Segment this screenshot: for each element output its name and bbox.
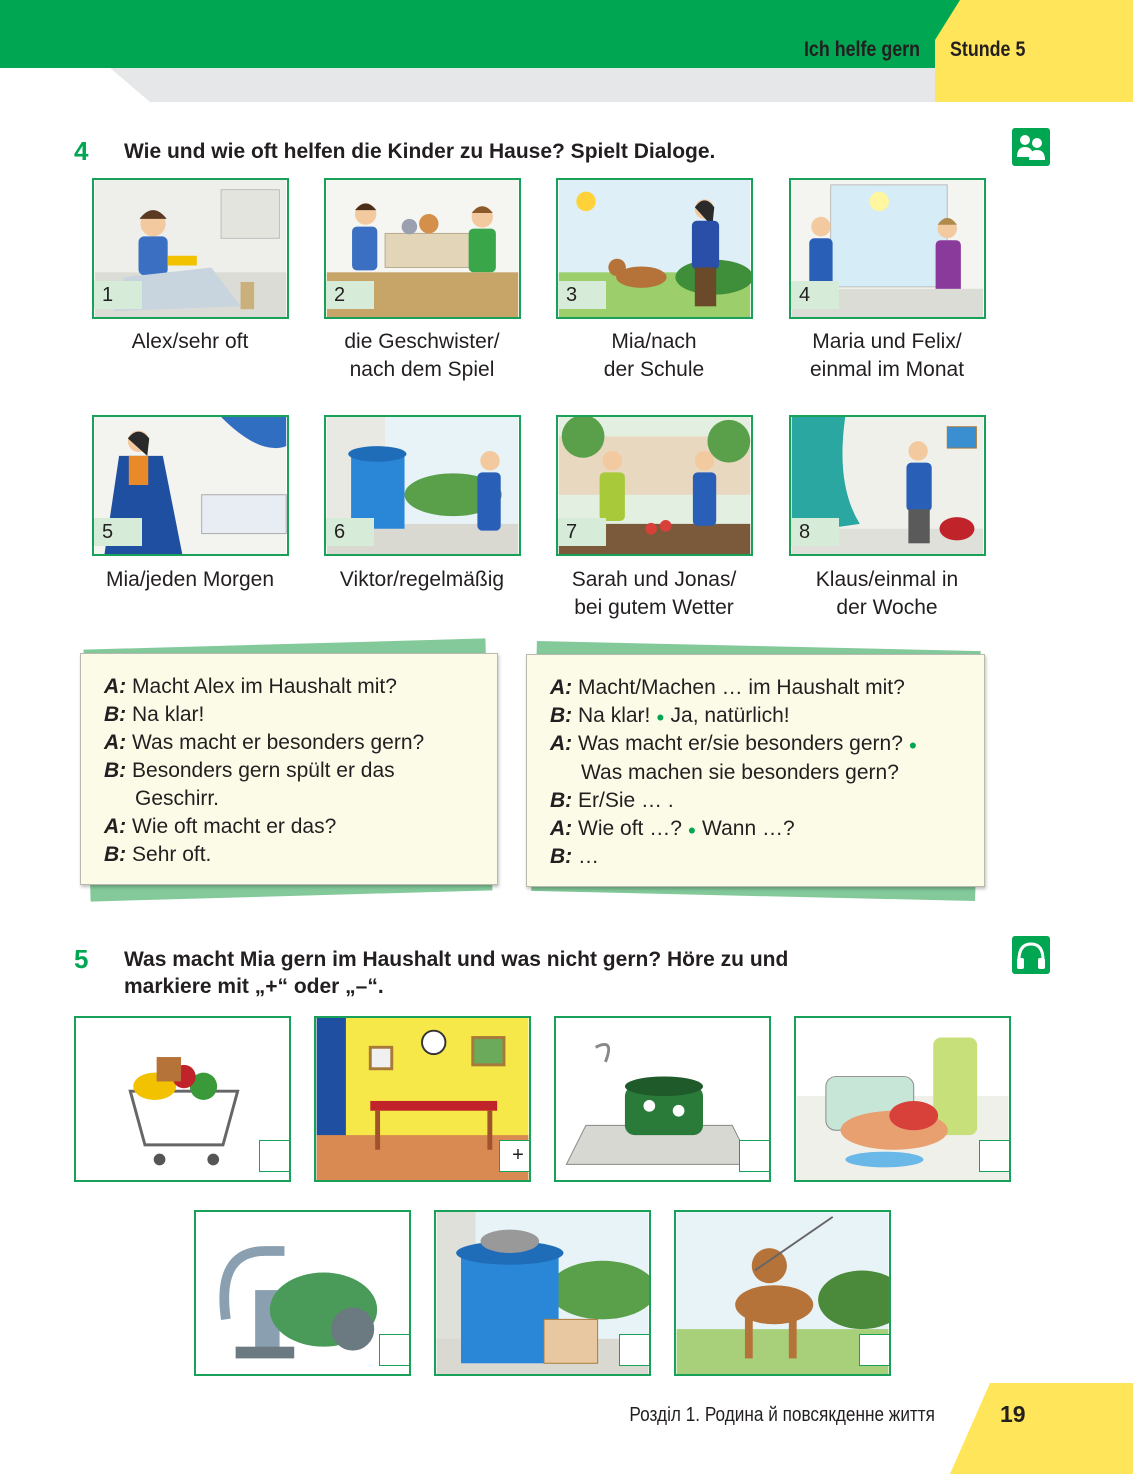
dialog-line: A: Macht Alex im Haushalt mit? [104,675,397,698]
picture-card-1 [92,178,289,319]
card-number: 3 [558,281,606,309]
card-caption: Sarah und Jonas/ bei gutem Wetter [571,568,737,619]
picture-trash [434,1210,651,1376]
picture-cooking [554,1016,771,1182]
card-caption: Maria und Felix/ einmal im Monat [809,330,965,381]
picture-dog-walk [674,1210,891,1376]
dialog-line: Geschirr. [135,787,220,810]
headphones-icon [1012,936,1050,974]
bullet-dot: ● [908,736,918,753]
footer-page-tab [950,1383,1133,1474]
card-number: 4 [791,281,839,309]
dialog-line: B: … [550,845,600,869]
card-caption: Klaus/einmal in der Woche [815,568,959,619]
picture-vacuum [194,1210,411,1376]
card-caption: Mia/jeden Morgen [105,568,275,591]
header-shadow-strip [0,68,960,102]
dialog-lines [104,673,424,869]
answer-checkbox[interactable] [739,1140,771,1172]
picture-card-8 [789,415,986,556]
lesson-label: Stunde 5 [950,38,1026,61]
card-number: 6 [326,518,374,546]
answer-checkbox[interactable]: + [499,1140,531,1172]
dialog-line: B: Er/Sie … . [550,788,674,812]
card-number: 7 [558,518,606,546]
footer-chapter: Розділ 1. Родина й повсякденне життя [629,1404,935,1426]
dialog-line: B: Na klar! [104,703,205,726]
bullet-dot: ● [687,821,697,838]
task-number: 5 [74,944,89,974]
dialog-line: A: Was macht er/sie besonders gern? ● [550,732,918,756]
page-number: 19 [1000,1401,1026,1427]
bullet-dot: ● [656,708,665,725]
picture-dishes [794,1016,1011,1182]
task-instruction: Was macht Mia gern im Haushalt und was nicht gern? Höre zu und markiere mit „+“ oder „–“. [124,948,789,998]
dialog-line: A: Macht/Machen … im Haushalt mit? [550,676,905,699]
dialog-lines [550,674,917,871]
card-caption: die Geschwister/ nach dem Spiel [344,330,500,381]
picture-table-setting [314,1016,531,1182]
card-caption: Alex/sehr oft [131,330,249,353]
dialog-box-example [80,653,498,885]
dialog-line: B: Na klar! ● Ja, natürlich! [550,704,790,727]
dialog-line: A: Wie oft …? ● Wann …? [550,816,795,840]
card-number: 2 [326,281,374,309]
answer-checkbox[interactable] [619,1334,651,1366]
answer-checkbox[interactable] [259,1140,291,1172]
picture-card-5 [92,415,289,556]
picture-shopping [74,1016,291,1182]
answer-checkbox[interactable] [859,1334,891,1366]
pair-work-icon [1012,128,1050,166]
answer-checkbox[interactable] [979,1140,1011,1172]
dialog-line: A: Wie oft macht er das? [104,815,337,838]
picture-card-6 [324,415,521,556]
card-caption: Mia/nach der Schule [603,330,705,381]
picture-card-3 [556,178,753,319]
dialog-line: B: Sehr oft. [104,843,212,866]
picture-card-2 [324,178,521,319]
dialog-box-template [526,654,985,887]
picture-card-7 [556,415,753,556]
dialog-line: B: Besonders gern spült er das [104,759,395,782]
dialog-line: A: Was macht er besonders gern? [104,731,425,754]
task-instruction: Wie und wie oft helfen die Kinder zu Hause? Spielt Dialoge. [124,140,716,163]
dialog-line: Was machen sie besonders gern? [581,760,899,784]
card-number: 5 [94,518,142,546]
unit-title: Ich helfe gern [803,38,920,61]
task-number: 4 [74,136,89,166]
card-number: 8 [791,518,839,546]
picture-card-4 [789,178,986,319]
card-caption: Viktor/regelmäßig [339,568,505,591]
answer-checkbox[interactable] [379,1334,411,1366]
card-number: 1 [94,281,142,309]
